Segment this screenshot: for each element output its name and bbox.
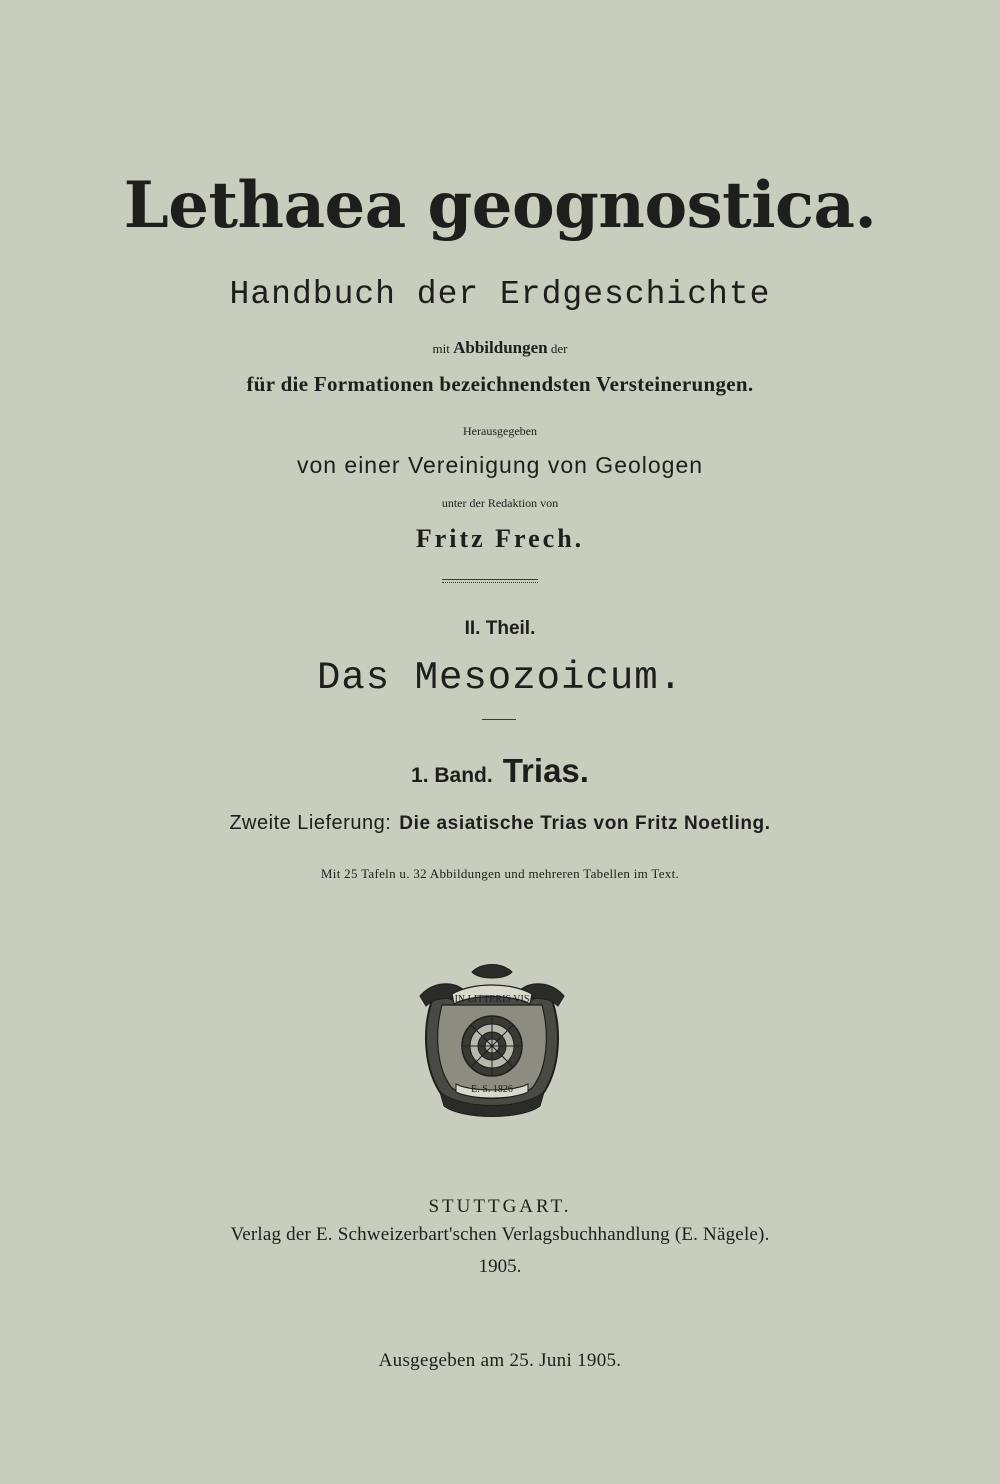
emblem-motto: IN LITTERIS VIS: [454, 994, 530, 1005]
mit-bold: Abbildungen: [453, 338, 548, 357]
mit-suffix: der: [550, 341, 568, 356]
issue-date: Ausgegeben am 25. Juni 1905.: [378, 1350, 622, 1371]
part-number: II. Theil.: [464, 618, 536, 639]
delivery-line: [0, 812, 1000, 835]
plates-note: Mit 25 Tafeln u. 32 Abbildungen und mehreren Tabellen im Text.: [320, 866, 680, 881]
short-rule: [482, 719, 516, 720]
emblem-initials: E. S. 1826: [471, 1084, 513, 1095]
editor-name: Fritz Frech.: [415, 524, 585, 553]
mit-prefix: mit: [432, 341, 450, 356]
publisher-emblem: [412, 960, 572, 1122]
book-subtitle: Handbuch der Erdgeschichte: [229, 276, 771, 313]
editorship-label: unter der Redaktion von: [441, 496, 559, 510]
volume-line: [0, 752, 1000, 790]
edited-by-label: Herausgegeben: [463, 424, 537, 438]
formations-line: für die Formationen bezeichnendsten Versteinerungen.: [246, 372, 754, 396]
imprint-city: STUTTGART.: [428, 1196, 572, 1217]
volume-title: Trias.: [502, 752, 589, 789]
imprint-year: 1905.: [478, 1256, 522, 1277]
part-title: Das Mesozoicum.: [316, 656, 684, 700]
decorative-rule: [442, 579, 538, 583]
delivery-label: Zweite Lieferung:: [229, 812, 392, 834]
volume-number: 1. Band.: [411, 764, 493, 787]
geologists-association: von einer Vereinigung von Geologen: [296, 452, 704, 478]
imprint-publisher: Verlag der E. Schweizerbart'schen Verlagsbuchhandlung (E. Nägele).: [230, 1224, 770, 1245]
subtitle-continuation: [0, 338, 1000, 358]
book-title: Lethaea geognostica.: [123, 168, 877, 243]
delivery-title: Die asiatische Trias von Fritz Noetling.: [399, 813, 771, 834]
